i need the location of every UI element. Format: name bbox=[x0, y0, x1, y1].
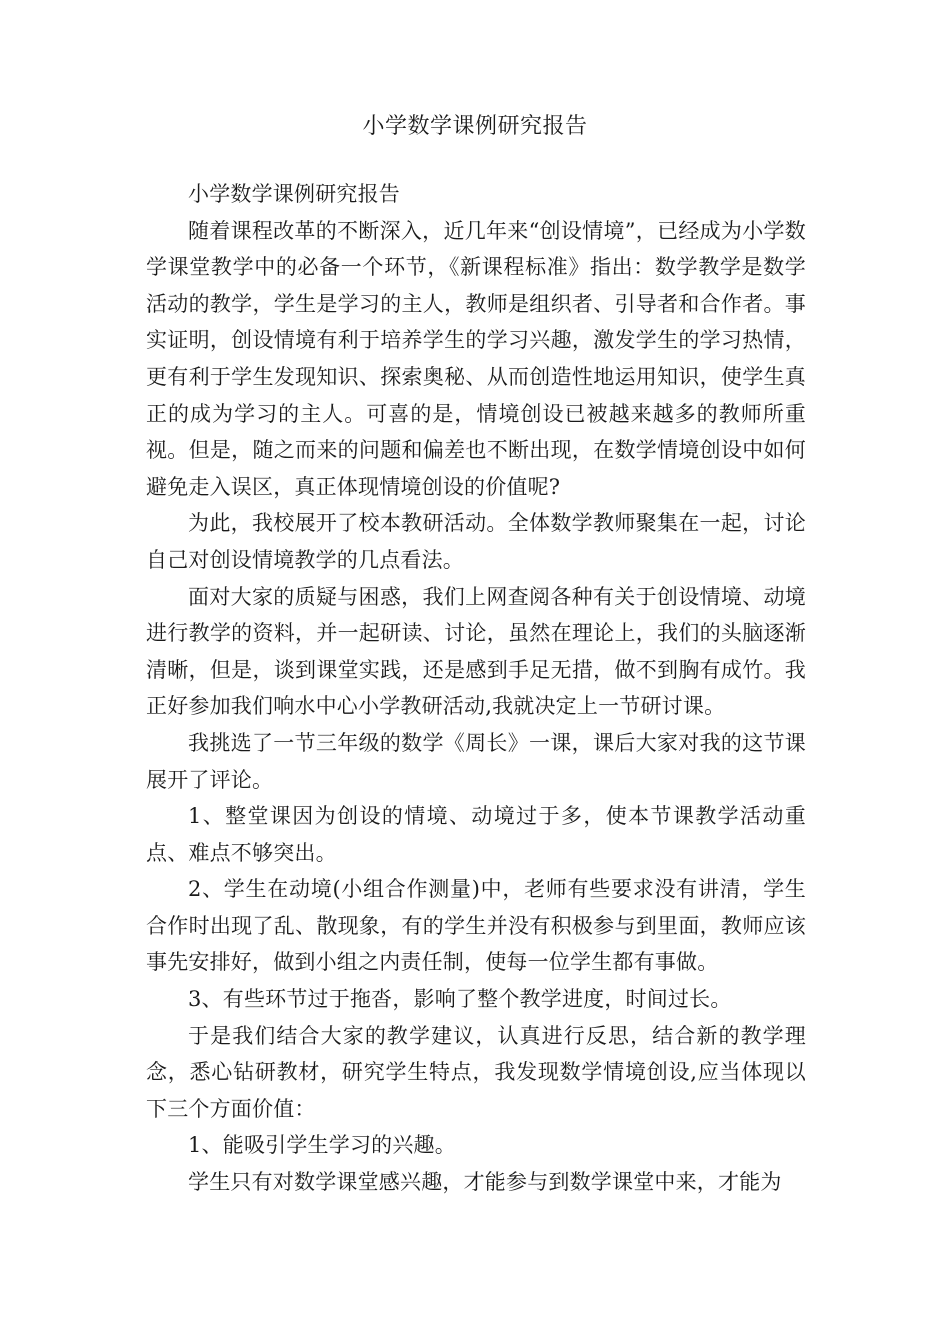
subtitle-paragraph: 小学数学课例研究报告 bbox=[188, 182, 400, 206]
list-item-paragraph: 1、能吸引学生学习的兴趣。 bbox=[188, 1133, 456, 1158]
intro-paragraph: 随着课程改革的不断深入，近几年来“创设情境”，已经成为小学数学课堂教学中的必备一个环节，《新课程标准》指出：数学教学是数学活动的教学，学生是学习的主人，教师是组织者、引导者和合作者。事实证明，创设情境有利于培养学生的学习兴趣，激发学生的学习热情，更有利于学生发现知识、探索奥秘、从而创造性地运用知识，使学生真正的成为学习的主人。可喜的是，情境创设已被越来越多的教师所重视。但是，随之而来的问题和偏差也不断出现，在数学情境创设中如何避免走入误区，真正体现情境创设的价值呢? bbox=[146, 218, 806, 499]
list-item-paragraph: 1、整堂课因为创设的情境、动境过于多，使本节课教学活动重点、难点不够突出。 bbox=[146, 804, 806, 865]
document-body bbox=[146, 176, 806, 1201]
body-paragraph: 于是我们结合大家的教学建议，认真进行反思，结合新的教学理念，悉心钻研教材，研究学生特点，我发现数学情境创设,应当体现以下三个方面价值： bbox=[146, 1023, 806, 1121]
body-paragraph: 学生只有对数学课堂感兴趣，才能参与到数学课堂中来，才能为 bbox=[188, 1170, 782, 1195]
document-title: 小学数学课例研究报告 bbox=[362, 114, 588, 139]
list-item-paragraph: 3、有些环节过于拖沓，影响了整个教学进度，时间过长。 bbox=[188, 987, 732, 1012]
body-paragraph: 面对大家的质疑与困惑，我们上网查阅各种有关于创设情境、动境进行教学的资料，并一起研读、讨论，虽然在理论上，我们的头脑逐渐清晰，但是，谈到课堂实践，还是感到手足无措，做不到胸有成竹。我正好参加我们响水中心小学教研活动,我就决定上一节研讨课。 bbox=[146, 584, 806, 719]
body-paragraph: 为此，我校展开了校本教研活动。全体数学教师聚集在一起，讨论自己对创设情境教学的几点看法。 bbox=[146, 511, 806, 572]
list-item-paragraph: 2、学生在动境(小组合作测量)中，老师有些要求没有讲清，学生合作时出现了乱、散现象，有的学生并没有积极参与到里面，教师应该事先安排好，做到小组之内责任制，使每一位学生都有事做。 bbox=[146, 877, 806, 975]
body-paragraph: 我挑选了一节三年级的数学《周长》一课，课后大家对我的这节课展开了评论。 bbox=[146, 730, 806, 792]
